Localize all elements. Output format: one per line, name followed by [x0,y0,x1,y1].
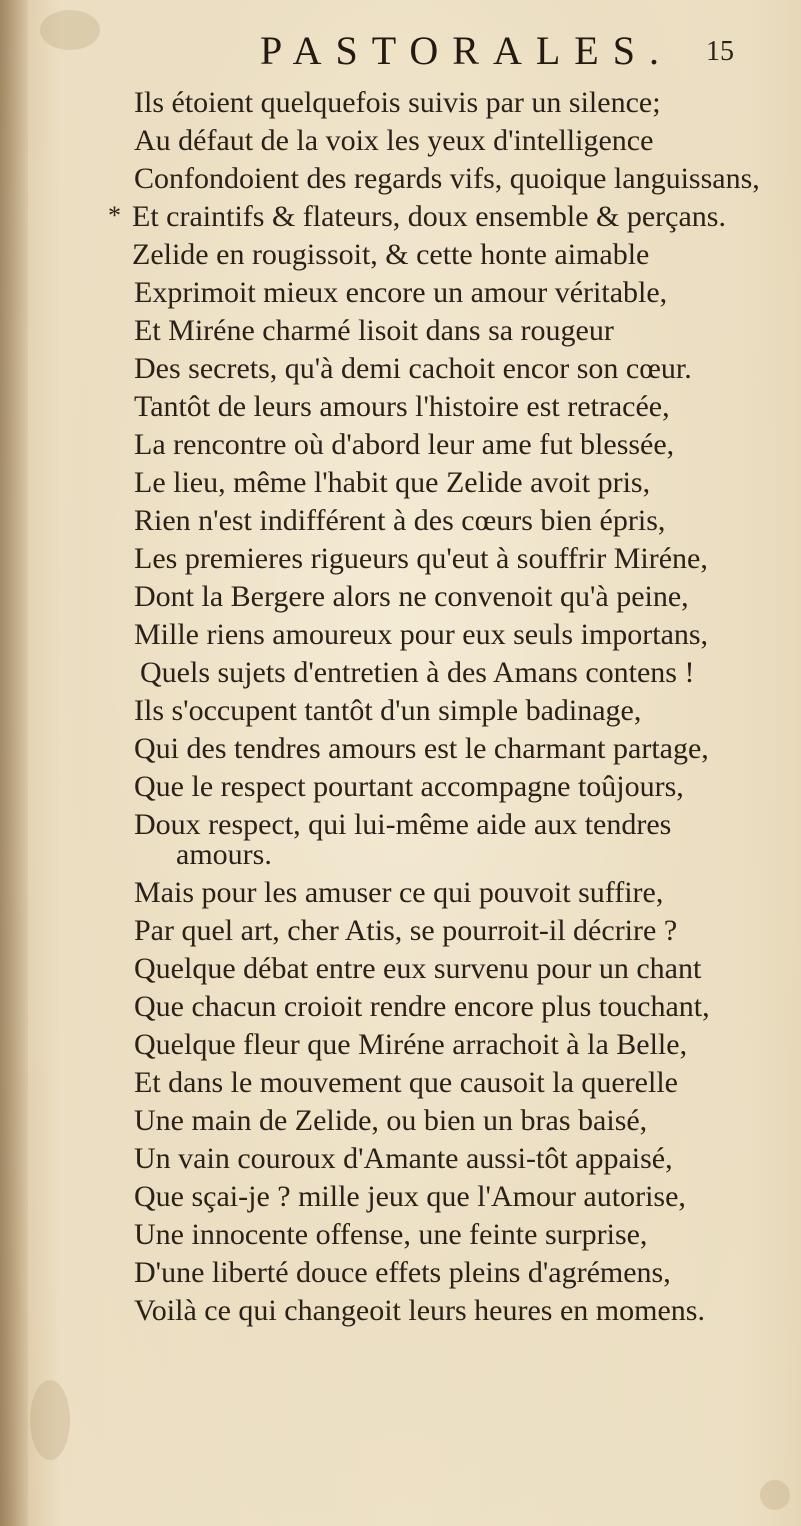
running-head: PASTORALES. [260,28,673,73]
page-header [0,26,801,76]
verse-line: Et Miréne charmé lisoit dans sa rougeur [134,314,614,347]
verse-line: Que sçai-je ? mille jeux que l'Amour autorise, [134,1180,686,1213]
verse-line: Rien n'est indifférent à des cœurs bien épris, [134,504,666,537]
verse-line: Doux respect, qui lui-même aide aux tendres [134,808,672,841]
verse-line: La rencontre où d'abord leur ame fut blessée, [134,428,675,461]
verse-line: Au défaut de la voix les yeux d'intelligence [134,124,654,157]
verse-line: Et dans le mouvement que causoit la querelle [134,1066,678,1099]
verse-line: Ils étoient quelquefois suivis par un silence; [134,86,661,119]
verse-line: Que le respect pourtant accompagne toûjours, [134,770,684,803]
verse-line: Des secrets, qu'à demi cachoit encor son cœur. [134,352,692,385]
page-number: 15 [706,36,734,67]
margin-asterisk: * [108,201,121,230]
verse-line: Une innocente offense, une feinte surprise, [134,1218,648,1251]
verse-line: Quelque fleur que Miréne arrachoit à la Belle, [134,1028,688,1061]
verse-line: Tantôt de leurs amours l'histoire est retracée, [134,390,670,423]
verse-line: Qui des tendres amours est le charmant partage, [134,732,709,765]
page-gutter-shadow [0,0,28,1526]
verse-line: Exprimoit mieux encore un amour véritable, [134,276,668,309]
verse-line: Confondoient des regards vifs, quoique languissans, [134,162,760,195]
paper-stain [30,1380,70,1460]
verse-line: Une main de Zelide, ou bien un bras baisé, [134,1104,648,1137]
verse-line: Quels sujets d'entretien à des Amans contens ! [140,656,695,689]
verse-line: D'une liberté douce effets pleins d'agrémens, [134,1256,671,1289]
verse-line: Mais pour les amuser ce qui pouvoit suffire, [134,876,664,909]
verse-line: Quelque débat entre eux survenu pour un chant [134,952,702,985]
paper-stain [760,1480,790,1510]
verse-line: Voilà ce qui changeoit leurs heures en momens. [134,1294,705,1327]
verse-line: Que chacun croioit rendre encore plus touchant, [134,990,710,1023]
verse-line: Ils s'occupent tantôt d'un simple badinage, [134,694,642,727]
verse-line: Et craintifs & flateurs, doux ensemble & perçans. [132,200,726,233]
verse-line: Par quel art, cher Atis, se pourroit-il décrire ? [134,914,678,947]
verse-line: Les premieres rigueurs qu'eut à souffrir Miréne, [134,542,708,575]
verse-line: Un vain couroux d'Amante aussi-tôt appaisé, [134,1142,673,1175]
verse-line: Mille riens amoureux pour eux seuls importans, [134,618,709,651]
verse-line: Zelide en rougissoit, & cette honte aimable [132,238,650,271]
verse-line: Dont la Bergere alors ne convenoit qu'à peine, [134,580,689,613]
verse-line-continuation: amours. [176,838,272,871]
verse-line: Le lieu, même l'habit que Zelide avoit pris, [134,466,651,499]
